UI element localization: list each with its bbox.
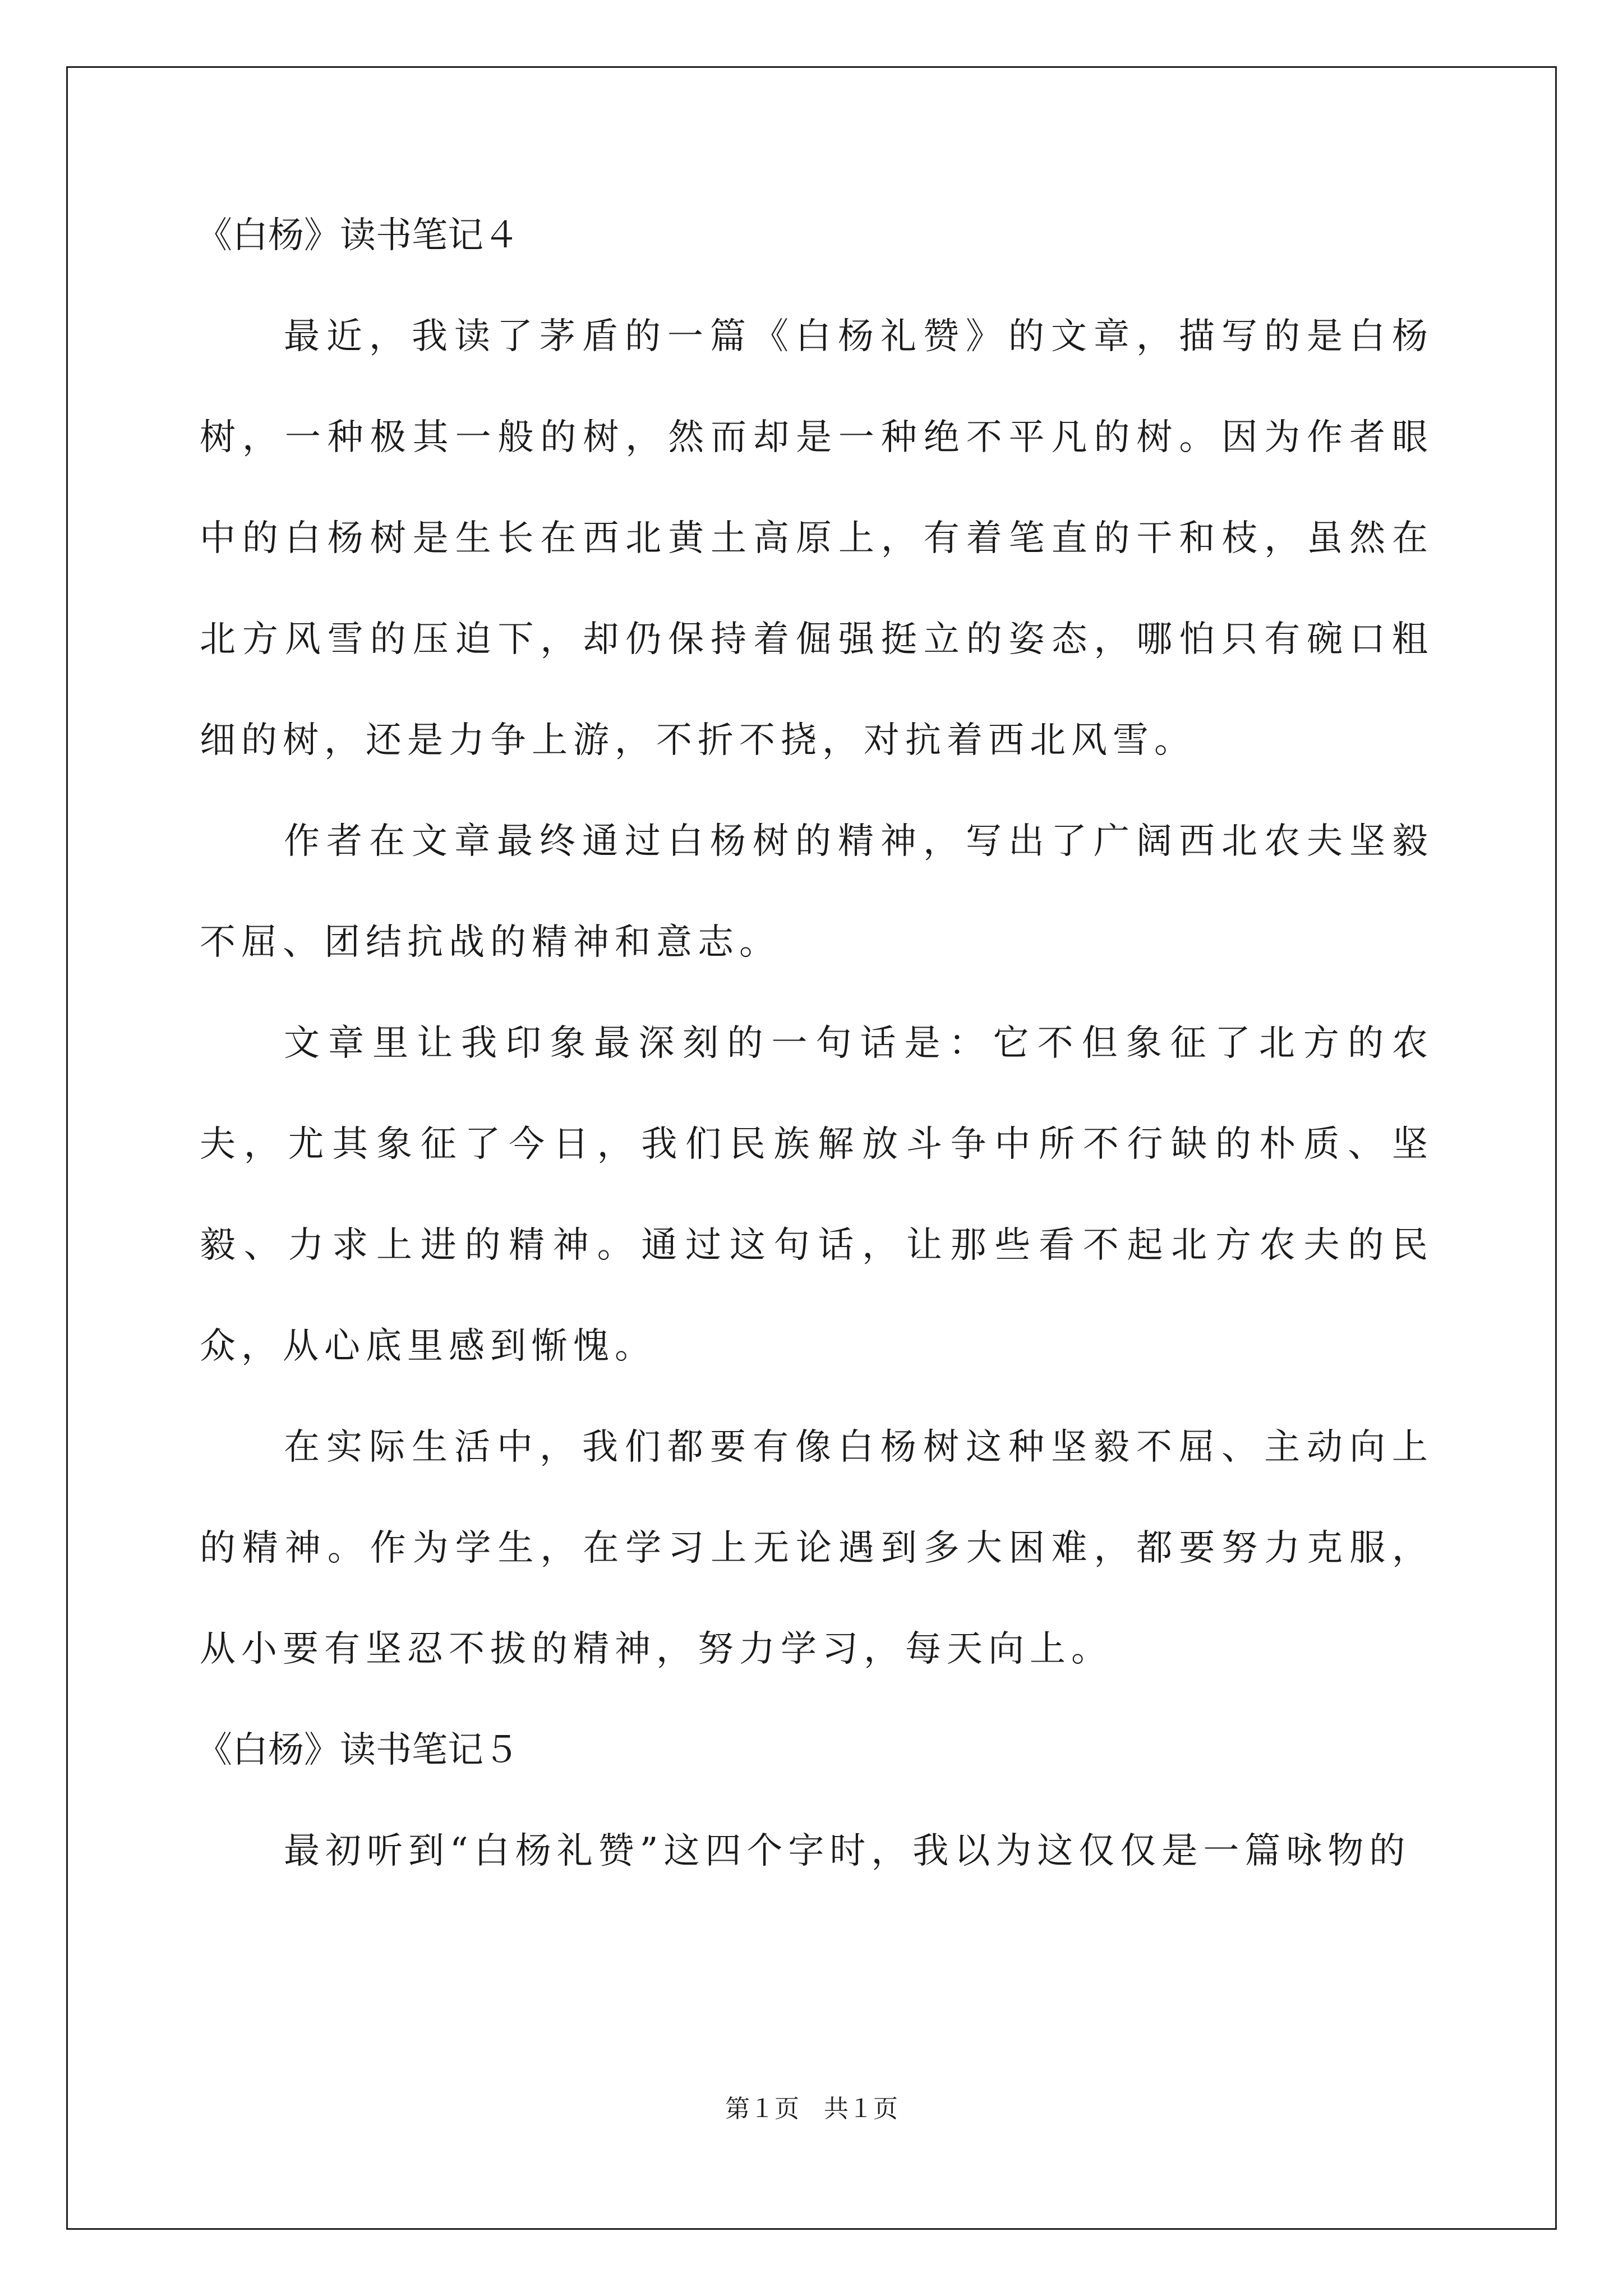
- section-title-4: 《白杨》读书笔记４: [196, 215, 519, 256]
- document-body: [196, 185, 1433, 1902]
- paragraph: 文章里让我印象最深刻的一句话是：它不但象征了北方的农夫，尤其象征了今日，我们民族解放斗争中所不行缺的朴质、坚毅、力求上进的精神。通过这句话，让那些看不起北方农夫的民众，从心底里感到惭愧。: [200, 1023, 1433, 1367]
- paragraph: 在实际生活中，我们都要有像白杨树这种坚毅不屈、主动向上的精神。作为学生，在学习上无论遇到多大困难，都要努力克服，从小要有坚忍不拔的精神，努力学习，每天向上。: [200, 1427, 1433, 1670]
- section-title-5: 《白杨》读书笔记５: [196, 1729, 519, 1771]
- page-footer: 第１页 共１页: [725, 2095, 898, 2123]
- paragraph: 最初听到“白杨礼赞”这四个字时，我以为这仅仅是一篇咏物的: [284, 1830, 1411, 1872]
- paragraph: 最近，我读了茅盾的一篇《白杨礼赞》的文章，描写的是白杨树，一种极其一般的树，然而却是一种绝不平凡的树。因为作者眼中的白杨树是生长在西北黄土高原上，有着笔直的干和枝，虽然在北方风雪的压迫下，却仍保持着倔强挺立的姿态，哪怕只有碗口粗细的树，还是力争上游，不折不挠，对抗着西北风雪。: [200, 316, 1433, 761]
- paragraph: 作者在文章最终通过白杨树的精神，写出了广阔西北农夫坚毅不屈、团结抗战的精神和意志。: [200, 821, 1433, 963]
